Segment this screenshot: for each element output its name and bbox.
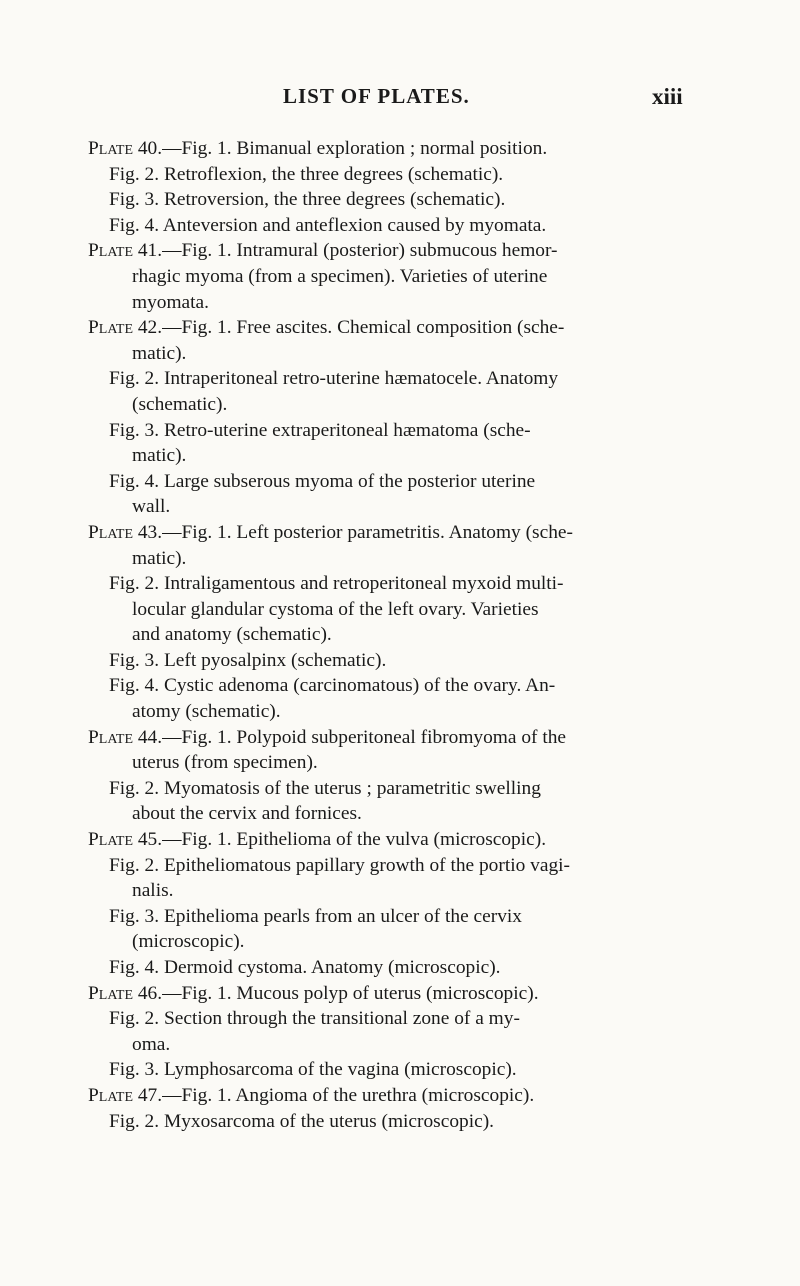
plate-text: Fig. 2. Myomatosis of the uterus ; parametritic swelling bbox=[109, 777, 541, 799]
plate-label: Plate 40. bbox=[88, 138, 163, 159]
plate-text: uterus (from specimen). bbox=[132, 752, 318, 774]
plate-label: Plate 47. bbox=[88, 1084, 163, 1106]
plate-entry bbox=[88, 238, 728, 264]
plate-text: myomata. bbox=[132, 291, 210, 313]
plate-entry bbox=[88, 136, 728, 162]
plate-label: Plate 41. bbox=[88, 240, 163, 262]
plate-entry bbox=[88, 981, 728, 1007]
plate-text: Fig. 2. Epitheliomatous papillary growth of the portio vagi- bbox=[109, 854, 570, 876]
plate-entry-line bbox=[88, 853, 728, 879]
plate-label: Plate 42. bbox=[88, 317, 163, 339]
plate-text: (schematic). bbox=[132, 393, 228, 415]
plate-entry-line bbox=[88, 1006, 728, 1032]
plate-entry-line bbox=[88, 366, 728, 392]
plate-text: —Fig. 1. Intramural (posterior) submucous hemor- bbox=[162, 240, 558, 262]
plate-text: Fig. 4. Large subserous myoma of the posterior uterine bbox=[109, 470, 536, 492]
plate-entry-line bbox=[88, 213, 728, 239]
plate-entry-line bbox=[88, 443, 728, 469]
plate-entry-line bbox=[88, 673, 728, 699]
page-number: xiii bbox=[652, 84, 683, 109]
plate-text: matic). bbox=[132, 342, 187, 364]
plate-text: Fig. 2. Intraligamentous and retroperitoneal myxoid multi- bbox=[109, 573, 564, 595]
plate-text: Fig. 3. Retroversion, the three degrees (schematic). bbox=[109, 189, 506, 211]
plate-text: Fig. 3. Lymphosarcoma of the vagina (microscopic). bbox=[109, 1059, 517, 1081]
page-title: LIST OF PLATES. bbox=[283, 84, 470, 108]
plate-text: —Fig. 1. Left posterior parametritis. Anatomy (sche- bbox=[162, 521, 573, 543]
plate-entry-line bbox=[88, 750, 728, 776]
page-header bbox=[0, 84, 800, 114]
plate-text: oma. bbox=[132, 1033, 171, 1055]
plate-text: —Fig. 1. Polypoid subperitoneal fibromyoma of the bbox=[162, 726, 567, 748]
plate-text: Fig. 4. Anteversion and anteflexion caused by myomata. bbox=[109, 214, 547, 236]
plate-entry-line bbox=[88, 264, 728, 290]
plate-text: Fig. 2. Intraperitoneal retro-uterine hæmatocele. Anatomy bbox=[109, 368, 559, 390]
plate-text: —Fig. 1. Bimanual exploration ; normal position. bbox=[162, 138, 548, 159]
plate-entry-line bbox=[88, 622, 728, 648]
plate-entry bbox=[88, 520, 728, 546]
plate-text: (microscopic). bbox=[132, 931, 245, 953]
plate-text: about the cervix and fornices. bbox=[132, 803, 362, 825]
plate-text: —Fig. 1. Angioma of the urethra (microscopic). bbox=[162, 1084, 535, 1106]
plate-entry-line bbox=[88, 929, 728, 955]
plate-entry-line bbox=[88, 597, 728, 623]
plate-entry-line bbox=[88, 290, 728, 316]
plate-label: Plate 46. bbox=[88, 982, 163, 1004]
plate-text: —Fig. 1. Epithelioma of the vulva (microscopic). bbox=[162, 829, 547, 851]
plate-text: Fig. 3. Retro-uterine extraperitoneal hæmatoma (sche- bbox=[109, 419, 531, 441]
plate-entry bbox=[88, 725, 728, 751]
plate-text: and anatomy (schematic). bbox=[132, 624, 332, 646]
plate-text: matic). bbox=[132, 547, 187, 569]
plate-entry-line bbox=[88, 955, 728, 981]
plate-text: Fig. 4. Dermoid cystoma. Anatomy (microscopic). bbox=[109, 957, 501, 978]
plate-text: —Fig. 1. Free ascites. Chemical composition (sche- bbox=[162, 317, 565, 339]
plate-text: matic). bbox=[132, 445, 187, 467]
plate-entry-line bbox=[88, 187, 728, 213]
plate-text: Fig. 2. Section through the transitional zone of a my- bbox=[109, 1008, 520, 1030]
plate-entry bbox=[88, 315, 728, 341]
plate-text: Fig. 2. Retroflexion, the three degrees (schematic). bbox=[109, 163, 504, 185]
plate-entry-line bbox=[88, 1032, 728, 1058]
plate-text: wall. bbox=[132, 496, 171, 518]
plate-entry-line bbox=[88, 1057, 728, 1083]
plate-entry-line bbox=[88, 392, 728, 418]
plate-entry bbox=[88, 1083, 728, 1109]
plate-text: Fig. 3. Left pyosalpinx (schematic). bbox=[109, 649, 387, 671]
plate-label: Plate 44. bbox=[88, 726, 163, 748]
plate-entry-line bbox=[88, 801, 728, 827]
plate-entry-line bbox=[88, 341, 728, 367]
plate-entry-line bbox=[88, 162, 728, 188]
plate-text: Fig. 3. Epithelioma pearls from an ulcer of the cervix bbox=[109, 905, 522, 927]
plate-entry bbox=[88, 827, 728, 853]
plate-text: Fig. 4. Cystic adenoma (carcinomatous) of the ovary. An- bbox=[109, 675, 556, 697]
plate-label: Plate 45. bbox=[88, 829, 163, 851]
plate-entry-line bbox=[88, 904, 728, 930]
plate-text: Fig. 2. Myxosarcoma of the uterus (microscopic). bbox=[109, 1110, 495, 1132]
plate-entry-line bbox=[88, 1109, 728, 1135]
plate-label: Plate 43. bbox=[88, 521, 163, 543]
plate-entry-line bbox=[88, 776, 728, 802]
plate-list bbox=[88, 136, 728, 1134]
plate-entry-line bbox=[88, 469, 728, 495]
plate-text: rhagic myoma (from a specimen). Varieties of uterine bbox=[132, 265, 548, 287]
plate-entry-line bbox=[88, 878, 728, 904]
plate-entry-line bbox=[88, 571, 728, 597]
plate-text: locular glandular cystoma of the left ovary. Varieties bbox=[132, 598, 539, 620]
plate-text: nalis. bbox=[132, 880, 174, 902]
plate-text: atomy (schematic). bbox=[132, 701, 281, 723]
plate-text: —Fig. 1. Mucous polyp of uterus (microscopic). bbox=[162, 982, 539, 1004]
plate-entry-line bbox=[88, 494, 728, 520]
plate-entry-line bbox=[88, 546, 728, 572]
plate-entry-line bbox=[88, 699, 728, 725]
plate-entry-line bbox=[88, 648, 728, 674]
plate-entry-line bbox=[88, 418, 728, 444]
